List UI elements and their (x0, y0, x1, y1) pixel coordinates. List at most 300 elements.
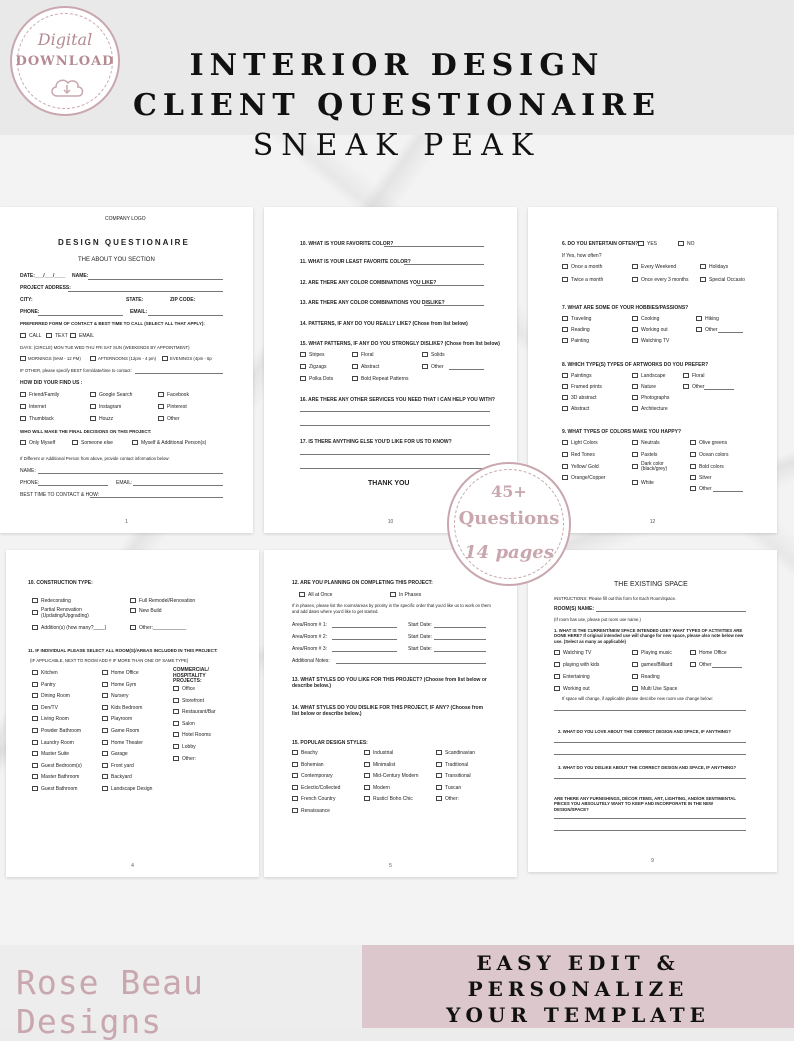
art-checkbox[interactable] (683, 384, 689, 389)
color-checkbox[interactable] (690, 440, 696, 445)
room-checkbox[interactable] (102, 693, 108, 698)
color-checkbox[interactable] (690, 452, 696, 457)
other-line (449, 369, 484, 370)
style-checkbox[interactable] (292, 785, 298, 790)
hobby-option: Painting (571, 338, 590, 344)
construction-option: Addition(s) (how many?____) (41, 625, 107, 631)
badge-count: 45+ (491, 482, 527, 501)
name2-label: NAME: (20, 468, 36, 474)
hobby-checkbox[interactable] (562, 338, 568, 343)
best-time-label: BEST TIME TO CONTACT & HOW: (20, 492, 100, 498)
construction-option: Full Remodel/Renovation (139, 598, 196, 604)
decision-question: WHO WILL MAKE THE FINAL DECISIONS ON THIS PROJECT: (20, 429, 152, 434)
room-checkbox[interactable] (32, 763, 38, 768)
room-checkbox[interactable] (173, 709, 179, 714)
style-checkbox[interactable] (364, 796, 370, 801)
color-checkbox[interactable] (690, 475, 696, 480)
style-checkbox[interactable] (364, 785, 370, 790)
entertain-checkbox[interactable] (632, 277, 638, 282)
evenings-label: EVENINGS (4pm - 6p (170, 356, 212, 361)
style-checkbox[interactable] (436, 796, 442, 801)
once-checkbox[interactable] (299, 592, 305, 597)
state-label: STATE: (126, 297, 144, 303)
answer-line (554, 818, 746, 819)
brand-name: Rose Beau Designs (16, 963, 204, 1041)
style-checkbox[interactable] (364, 750, 370, 755)
other-line (718, 332, 743, 333)
room-checkbox[interactable] (173, 744, 179, 749)
room-option: Landscape Design (111, 786, 153, 792)
construction-checkbox[interactable] (130, 608, 136, 613)
find-option: Instagram (99, 404, 122, 410)
room-checkbox[interactable] (32, 786, 38, 791)
phone-line (38, 315, 123, 316)
question-7: 7. WHAT ARE SOME OF YOUR HOBBIES/PASSIONS? (562, 305, 689, 311)
notes-line (336, 663, 486, 664)
room-checkbox[interactable] (173, 698, 179, 703)
other-line (712, 667, 742, 668)
find-checkbox[interactable] (20, 416, 26, 421)
page-title-line2: CLIENT QUESTIONAIRE (133, 88, 661, 123)
style-checkbox[interactable] (436, 773, 442, 778)
construction-checkbox[interactable] (130, 598, 136, 603)
decision-option: Myself & Additional Person(s) (141, 440, 207, 446)
doc-title: DESIGN QUESTIONAIRE (58, 238, 190, 247)
style-checkbox[interactable] (364, 762, 370, 767)
art-checkbox[interactable] (683, 373, 689, 378)
art-option: Paintings (571, 373, 592, 379)
hobby-option: Hiking (705, 316, 719, 322)
entertain-checkbox[interactable] (700, 264, 706, 269)
color-option: Other (699, 486, 712, 492)
hobby-checkbox[interactable] (632, 327, 638, 332)
phases-checkbox[interactable] (390, 592, 396, 597)
other-line (713, 491, 743, 492)
room-option: Lobby (182, 744, 196, 750)
digital-download-badge (10, 6, 120, 116)
room-checkbox[interactable] (102, 774, 108, 779)
page-number: 4 (131, 863, 134, 869)
style-checkbox[interactable] (292, 750, 298, 755)
room-checkbox[interactable] (173, 756, 179, 761)
room-checkbox[interactable] (32, 716, 38, 721)
room-checkbox[interactable] (173, 721, 179, 726)
use-option: Working out (563, 686, 590, 692)
entertain-option: Every Weekend (641, 264, 677, 270)
room-checkbox[interactable] (32, 682, 38, 687)
phone-label: PHONE: (20, 309, 40, 315)
hobby-checkbox[interactable] (696, 316, 702, 321)
find-checkbox[interactable] (90, 404, 96, 409)
question-8: 8. WHICH TYPE(S) TYPES OF ARTWORKS DO YOU PREFER? (562, 362, 709, 368)
room-option: Den/TV (41, 704, 58, 711)
page-number: 5 (389, 863, 392, 869)
style-option: Bohemian (301, 761, 324, 768)
thank-you: THANK YOU (368, 480, 410, 487)
section-heading: THE ABOUT YOU SECTION (78, 257, 155, 263)
entertain-checkbox[interactable] (700, 277, 706, 282)
find-checkbox[interactable] (158, 404, 164, 409)
pattern-option: Solids (431, 352, 445, 358)
art-option: Architecture (641, 406, 668, 412)
style-option: Industrial (373, 750, 394, 756)
room-option: Kitchen (41, 670, 58, 676)
room-checkbox[interactable] (32, 693, 38, 698)
room-checkbox[interactable] (102, 670, 108, 675)
area-label: Area/Room # 2: (292, 634, 328, 640)
color-option: Silver (699, 475, 712, 481)
style-option: Minimalist (373, 761, 396, 768)
room-checkbox[interactable] (32, 728, 38, 733)
room-option: Office (182, 686, 195, 692)
art-option: Floral (692, 373, 705, 379)
art-checkbox[interactable] (632, 406, 638, 411)
phases-note: If in phases, please list the rooms/areas by priority in the specific order that you'd like us to work on them and add dates where you'd like to get started. (292, 603, 491, 614)
style-option: Scandinavian (445, 750, 476, 756)
room-option: Game Room (111, 728, 140, 734)
answer-line (300, 454, 490, 455)
answer-line (554, 754, 746, 755)
color-checkbox[interactable] (562, 440, 568, 445)
find-checkbox[interactable] (20, 392, 26, 397)
room-option: Powder Bathroom (41, 728, 82, 734)
room-checkbox[interactable] (102, 716, 108, 721)
question-15: 15. WHAT PATTERNS, IF ANY DO YOU STRONGLY DISLIKE? (Chose from list below) (300, 341, 500, 347)
area-line (332, 627, 397, 628)
afternoons-checkbox[interactable] (90, 356, 96, 361)
question-11: 11. WHAT IS YOUR LEAST FAVORITE COLOR? (300, 259, 411, 265)
room-checkbox[interactable] (173, 686, 179, 691)
find-checkbox[interactable] (20, 404, 26, 409)
pattern-option: Abstract (361, 364, 380, 370)
brand-footer (0, 945, 362, 1041)
zip-label: ZIP CODE: (170, 297, 196, 303)
city-label: CITY: (20, 297, 33, 303)
style-checkbox[interactable] (436, 785, 442, 790)
art-checkbox[interactable] (562, 384, 568, 389)
construction-checkbox[interactable] (32, 625, 38, 630)
style-option: Traditional (445, 761, 469, 768)
style-checkbox[interactable] (292, 762, 298, 767)
style-checkbox[interactable] (364, 773, 370, 778)
question-6: 6. DO YOU ENTERTAIN OFTEN? (562, 241, 639, 247)
room-option: Restaurant/Bar (182, 709, 216, 716)
art-checkbox[interactable] (562, 395, 568, 400)
start-date-label: Start Date: (408, 646, 432, 652)
pattern-checkbox[interactable] (352, 352, 358, 357)
use-option: Entertaining (563, 674, 590, 680)
question-11-note: (IF APPLICABLE, NEXT TO ROOM ADD # IF MORE THAN ONE OF SAME TYPE) (30, 658, 189, 663)
use-checkbox[interactable] (554, 662, 560, 667)
room-option: Other: (182, 755, 196, 762)
color-option: Ocean colors (699, 452, 729, 458)
use-checkbox[interactable] (554, 650, 560, 655)
pattern-checkbox[interactable] (352, 376, 358, 381)
room-checkbox[interactable] (102, 705, 108, 710)
name2-line (38, 473, 223, 474)
email2-line (133, 485, 223, 486)
color-option: Pastels (641, 452, 658, 458)
art-option: Other (692, 384, 705, 390)
construction-checkbox[interactable] (130, 625, 136, 630)
use-checkbox[interactable] (554, 686, 560, 691)
use-option: Home Office (699, 650, 727, 656)
call-label: CALL (29, 333, 42, 339)
style-checkbox[interactable] (436, 762, 442, 767)
style-option: Contemporary (301, 773, 333, 779)
color-option: Red Tones (571, 452, 595, 458)
hobby-option: Cooking (641, 316, 660, 322)
color-checkbox[interactable] (562, 475, 568, 480)
pattern-checkbox[interactable] (300, 364, 306, 369)
art-option: 3D abstract (571, 395, 597, 401)
entertain-checkbox[interactable] (562, 264, 568, 269)
color-checkbox[interactable] (632, 440, 638, 445)
answer-line (300, 411, 490, 412)
room-checkbox[interactable] (102, 740, 108, 745)
hobby-option: Reading (571, 327, 590, 333)
questions-count-badge (447, 462, 571, 586)
room-checkbox[interactable] (102, 763, 108, 768)
answer-line (416, 285, 484, 286)
questionnaire-page-1 (0, 207, 253, 533)
find-checkbox[interactable] (158, 416, 164, 421)
find-checkbox[interactable] (90, 392, 96, 397)
decision-checkbox[interactable] (20, 440, 26, 445)
color-checkbox[interactable] (562, 464, 568, 469)
area-line (332, 651, 397, 652)
use-checkbox[interactable] (632, 686, 638, 691)
style-option: Tuscan (445, 784, 462, 791)
call-checkbox[interactable] (20, 333, 26, 338)
name-label: NAME: (72, 273, 89, 279)
style-option: Rustic/ Boho Chic (373, 796, 413, 802)
room-option: Laundry Room (41, 739, 74, 746)
other-specify: IF OTHER, please specify BEST form/date/time to contact: (20, 368, 132, 373)
phone2-label: PHONE: (20, 480, 40, 486)
find-checkbox[interactable] (90, 416, 96, 421)
mornings-checkbox[interactable] (20, 356, 26, 361)
hobby-option: Traveling (571, 316, 592, 322)
pattern-checkbox[interactable] (300, 352, 306, 357)
existing-space-title: THE EXISTING SPACE (614, 581, 688, 588)
find-option: Other (167, 416, 180, 422)
pattern-option: Stripes (309, 352, 325, 358)
art-checkbox[interactable] (632, 395, 638, 400)
email2-label: EMAIL: (116, 480, 133, 486)
room-checkbox[interactable] (102, 751, 108, 756)
hobby-checkbox[interactable] (696, 327, 702, 332)
color-checkbox[interactable] (632, 452, 638, 457)
use-checkbox[interactable] (632, 674, 638, 679)
hobby-option: Working out (641, 327, 668, 333)
entertain-checkbox[interactable] (632, 264, 638, 269)
room-checkbox[interactable] (32, 705, 38, 710)
art-checkbox[interactable] (632, 384, 638, 389)
style-checkbox[interactable] (292, 773, 298, 778)
use-option: games/Billiard (641, 662, 673, 668)
construction-option: New Build (139, 608, 162, 614)
color-checkbox[interactable] (690, 486, 696, 491)
promo-footer (362, 945, 794, 1028)
phases-label: In Phases (399, 592, 422, 598)
decision-checkbox[interactable] (132, 440, 138, 445)
answer-line (300, 468, 490, 469)
room-checkbox[interactable] (102, 728, 108, 733)
answer-line (554, 742, 746, 743)
hobby-checkbox[interactable] (562, 316, 568, 321)
use-checkbox[interactable] (554, 674, 560, 679)
question-10: 10. CONSTRUCTION TYPE: (28, 580, 93, 586)
art-checkbox[interactable] (562, 406, 568, 411)
no-label: NO (687, 241, 695, 247)
phone2-line (38, 485, 108, 486)
notes-label: Additional Notes: (292, 658, 330, 664)
room-checkbox[interactable] (32, 774, 38, 779)
use-checkbox[interactable] (632, 662, 638, 667)
other-line (135, 373, 223, 374)
pattern-option: Floral (361, 352, 374, 358)
name-line (88, 279, 223, 280)
find-option: Google Search (99, 392, 133, 398)
room-option: Dining Room (41, 693, 70, 700)
answer-line (554, 710, 746, 711)
badge-line2: DOWNLOAD (15, 54, 115, 69)
room-option: Master Suite (41, 751, 70, 758)
color-checkbox[interactable] (632, 464, 638, 469)
find-checkbox[interactable] (158, 392, 164, 397)
page-number: 10 (387, 519, 394, 525)
color-option: Bold colors (699, 464, 724, 470)
art-checkbox[interactable] (562, 373, 568, 378)
pattern-checkbox[interactable] (422, 352, 428, 357)
page-title-line1: INTERIOR DESIGN (189, 48, 605, 83)
email-checkbox[interactable] (70, 333, 76, 338)
no-checkbox[interactable] (678, 241, 684, 246)
style-checkbox[interactable] (436, 750, 442, 755)
page-number: 12 (649, 519, 656, 525)
entertain-option: Holidays (709, 264, 729, 270)
pattern-checkbox[interactable] (352, 364, 358, 369)
room-checkbox[interactable] (32, 740, 38, 745)
answer-line (424, 305, 484, 306)
questionnaire-page-5 (264, 550, 517, 877)
question-16: 16. ARE THERE ANY OTHER SERVICES YOU NEED THAT I CAN HELP YOU WITH? (300, 397, 495, 403)
color-checkbox[interactable] (562, 452, 568, 457)
style-checkbox[interactable] (292, 796, 298, 801)
color-checkbox[interactable] (632, 480, 638, 485)
hobby-checkbox[interactable] (632, 316, 638, 321)
question-14: 14. PATTERNS, IF ANY DO YOU REALLY LIKE? (Chose from list below) (300, 321, 468, 327)
hobby-checkbox[interactable] (632, 338, 638, 343)
yes-label: YES (647, 241, 658, 247)
text-checkbox[interactable] (46, 333, 52, 338)
art-checkbox[interactable] (632, 373, 638, 378)
answer-line (554, 778, 746, 779)
questionnaire-page-4 (6, 550, 259, 877)
room-checkbox[interactable] (102, 682, 108, 687)
use-option: Playing music (641, 650, 672, 656)
color-option: Orange/Copper (571, 475, 606, 481)
style-option: Other: (445, 796, 459, 802)
pattern-checkbox[interactable] (300, 376, 306, 381)
questionnaire-page-9 (528, 550, 777, 872)
answer-line (554, 830, 746, 831)
question-11: 11. IF INDIVIDUAL PLEASE SELECT ALL ROOM(S)/AREAS INCLUDED IN THIS PROJECT: (28, 648, 218, 653)
construction-option: Redecorating (41, 598, 71, 604)
promo-line1: EASY EDIT & (476, 951, 680, 975)
page-number: 9 (651, 858, 654, 864)
mornings-label: MORNINGS (9AM - 12 PM) (28, 356, 81, 361)
answer-line (384, 246, 484, 247)
use-checkbox[interactable] (690, 662, 696, 667)
pattern-option: Other (431, 364, 444, 370)
construction-checkbox[interactable] (32, 598, 38, 603)
use-checkbox[interactable] (632, 650, 638, 655)
style-option: Renaissance (301, 807, 330, 814)
construction-option: Partial Renovation (Updating/Upgrading) (41, 607, 89, 619)
start-date-line (434, 639, 486, 640)
find-option: Facebook (167, 392, 189, 398)
start-date-line (434, 627, 486, 628)
room-option: Backyard (111, 774, 132, 781)
use-change-note: If space will change, if applicable please describe new room use change below: (562, 696, 713, 701)
entertain-option: Special Occasio (709, 277, 745, 283)
badge-pages: 14 pages (464, 542, 554, 563)
construction-checkbox[interactable] (32, 610, 38, 615)
commercial-heading: COMMERCIAL/ HOSPITALITY PROJECTS: (173, 667, 209, 684)
additional-person-note: If Different or Additional Person from above, provide contact information below: (20, 456, 170, 461)
entertain-checkbox[interactable] (562, 277, 568, 282)
pattern-option: Bold Repeat Patterns (361, 376, 409, 382)
hobby-option: Other (705, 327, 718, 333)
contact-question: PREFERRED FORM OF CONTACT & BEST TIME TO CALL (SELECT ALL THAT APPLY): (20, 321, 205, 326)
room-option: Pantry (41, 681, 56, 688)
evenings-checkbox[interactable] (162, 356, 168, 361)
room-option: Home Office (111, 670, 139, 676)
art-option: Photographs (641, 395, 670, 401)
room-checkbox[interactable] (173, 732, 179, 737)
hobby-checkbox[interactable] (562, 327, 568, 332)
room-checkbox[interactable] (102, 786, 108, 791)
decision-option: Only Myself (29, 440, 56, 446)
badge-line1: Digital (37, 30, 93, 49)
room-checkbox[interactable] (32, 751, 38, 756)
question-9: 9. WHAT TYPES OF COLORS MAKE YOU HAPPY? (562, 429, 681, 435)
instructions: INSTRUCTIONS: Please fill out this form for Each Room/Space. (554, 596, 677, 601)
page-subtitle: SNEAK PEAK (252, 128, 542, 163)
color-checkbox[interactable] (690, 464, 696, 469)
decision-option: Someone else (81, 440, 113, 446)
style-option: Beachy (301, 750, 318, 756)
page-number: 1 (125, 519, 128, 525)
answer-line (300, 425, 490, 426)
room-option: Home Theater (111, 739, 143, 746)
date-label: DATE:___/___/____ (20, 273, 66, 279)
badge-questions: Questions (458, 508, 560, 529)
address-label: PROJECT ADDRESS: (20, 285, 71, 291)
decision-checkbox[interactable] (72, 440, 78, 445)
pattern-checkbox[interactable] (422, 364, 428, 369)
room-checkbox[interactable] (32, 670, 38, 675)
question-12: 12. ARE THERE ANY COLOR COMBINATIONS YOU LIKE? (300, 280, 437, 286)
once-label: All at Once (308, 592, 333, 598)
find-option: Houzz (99, 416, 114, 422)
room-option: Guest Bedroom(s) (41, 762, 82, 769)
yes-checkbox[interactable] (638, 241, 644, 246)
style-checkbox[interactable] (292, 808, 298, 813)
use-checkbox[interactable] (690, 650, 696, 655)
